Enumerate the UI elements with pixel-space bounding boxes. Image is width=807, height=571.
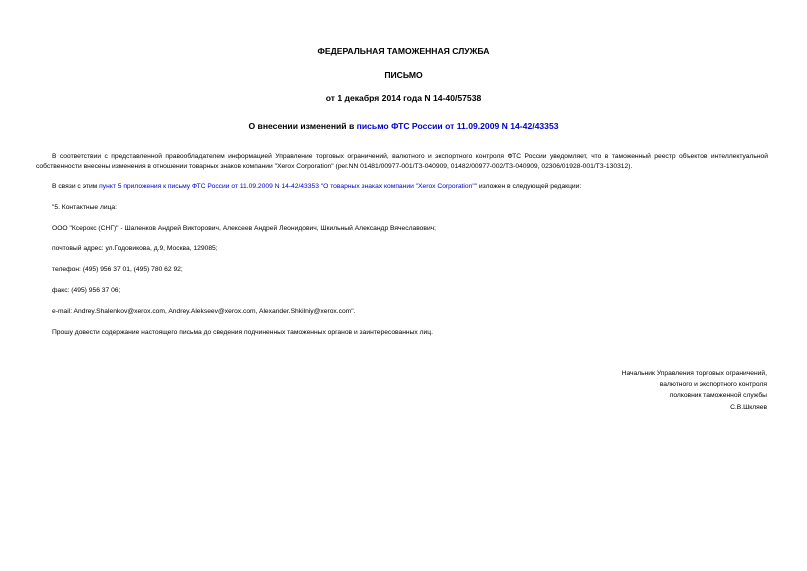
signature-position: Начальник Управления торговых ограничений,	[621, 370, 767, 377]
amendment-link[interactable]: пункт 5 приложения к письму ФТС России от 11.09.2009 N 14-42/43353 "О товарных знаках компании "Xerox Corporation""	[99, 183, 478, 190]
document-subject	[0, 121, 807, 131]
paragraph-phone: телефон: (495) 956 37 01, (495) 780 62 92;	[52, 266, 183, 273]
paragraph-contacts-heading: "5. Контактные лица:	[52, 204, 118, 211]
subject-prefix: О внесении изменений в	[248, 121, 357, 131]
document-type: ПИСЬМО	[384, 70, 423, 80]
signature-block	[507, 368, 767, 413]
agency-title: ФЕДЕРАЛЬНАЯ ТАМОЖЕННАЯ СЛУЖБА	[317, 46, 490, 56]
paragraph-contact-persons: ООО "Ксерокс (СНГ)" - Шаленков Андрей Викторович, Алексеев Андрей Леонидович, Шкильный Александр Вячеславович;	[52, 225, 437, 232]
signature-name: С.В.Шкляев	[730, 403, 767, 411]
paragraph-notification: В соответствии с представленной правообладателем информацией Управление торговых ограничений, валютного и экспортного контроля ФТС России уведомляет, что в таможенный реестр объектов интеллектуальной собственности внесены изменения в отношении товарных знаков компании "Xerox Corporation" (рег.NN 01481/00977-001/ТЗ-040909, 01482/00977-002/ТЗ-040909, 02306/01928-001/ТЗ-130312).	[36, 153, 768, 170]
amendment-suffix: изложен в следующей редакции:	[477, 183, 582, 190]
paragraph-amendment	[36, 182, 768, 192]
signature-rank: полковник таможенной службы	[669, 392, 767, 400]
signature-department: валютного и экспортного контроля	[659, 381, 767, 389]
amendment-prefix: В связи с этим	[52, 183, 100, 190]
paragraph-request: Прошу довести содержание настоящего письма до сведения подчиненных таможенных органов и заинтересованных лиц.	[52, 329, 433, 336]
paragraph-email: e-mail: Andrey.Shalenkov@xerox.com, Andrey.Alekseev@xerox.com, Alexander.Shkilniy@xerox.com".	[52, 308, 356, 315]
paragraph-postal-address: почтовый адрес: ул.Годовикова, д.9, Москва, 129085;	[52, 245, 218, 252]
document-date-number: от 1 декабря 2014 года N 14-40/57538	[325, 93, 482, 103]
paragraph-fax: факс: (495) 956 37 06;	[52, 287, 121, 294]
subject-link[interactable]: письмо ФТС России от 11.09.2009 N 14-42/43353	[356, 121, 559, 131]
